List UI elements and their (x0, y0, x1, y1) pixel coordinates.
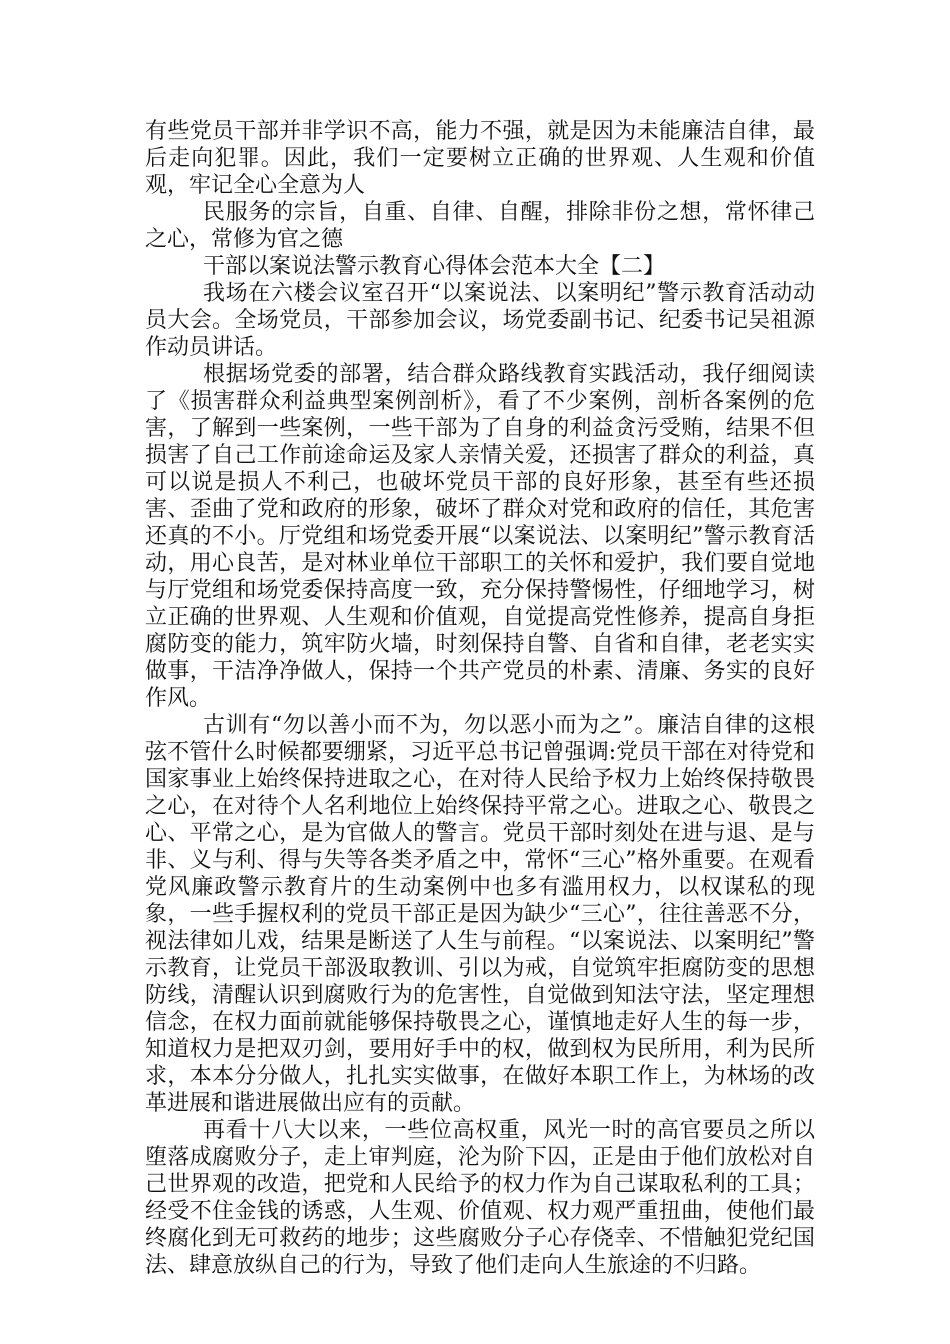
paragraph-3: 我场在六楼会议室召开“以案说法、以案明纪”警示教育活动动员大会。全场党员，干部参加会议，场党委副书记、纪委书记吴祖源作动员讲话。 (145, 281, 815, 360)
paragraph-5: 古训有“勿以善小而不为，勿以恶小而为之”。廉洁自律的这根弦不管什么时候都要绷紧，习近平总书记曾强调:党员干部在对待党和国家事业上始终保持进取之心，在对待人民给予权力上始终保持敬畏之心，在对待个人名利地位上始终保持平常之心。进取之心、敬畏之心、平常之心，是为官做人的警言。党员干部时刻处在进与退、是与非、义与利、得与失等各类矛盾之中，常怀“三心”格外重要。在观看党风廉政警示教育片的生动案例中也多有滥用权力，以权谋私的现象，一些手握权利的党员干部正是因为缺少“三心”，往往善恶不分，视法律如儿戏，结果是断送了人生与前程。“以案说法、以案明纪”警示教育，让党员干部汲取教训、引以为戒，自觉筑牢拒腐防变的思想防线，清醒认识到腐败行为的危害性，自觉做到知法守法，坚定理想信念，在权力面前就能够保持敬畏之心，谨慎地走好人生的每一步，知道权力是把双刃剑，要用好手中的权，做到权为民所用，利为民所求，本本分分做人，扎扎实实做事，在做好本职工作上，为林场的改革进展和谐进展做出应有的贡献。 (145, 713, 815, 1116)
document-page (145, 118, 815, 1279)
paragraph-1: 有些党员干部并非学识不高，能力不强，就是因为未能廉洁自律，最后走向犯罪。因此，我们一定要树立正确的世界观、人生观和价值观，牢记全心全意为人 (145, 119, 815, 198)
paragraph-6: 再看十八大以来，一些位高权重，风光一时的高官要员之所以堕落成腐败分子，走上审判庭，沦为阶下囚，正是由于他们放松对自己世界观的改造，把党和人民给予的权力作为自己谋取私利的工具；经受不住金钱的诱惑，人生观、价值观、权力观严重扭曲，使他们最终腐化到无可救药的地步；这些腐败分子心存侥幸、不惜触犯党纪国法、肆意放纵自己的行为，导致了他们走向人生旅途的不归路。 (145, 1118, 815, 1278)
paragraph-2: 民服务的宗旨，自重、自律、自醒，排除非份之想，常怀律己之心，常修为官之德 (145, 200, 815, 252)
paragraph-4: 根据场党委的部署，结合群众路线教育实践活动，我仔细阅读了《损害群众利益典型案例剖析》，看了不少案例，剖析各案例的危害，了解到一些案例，一些干部为了自身的利益贪污受贿，结果不但损害了自己工作前途命运及家人亲情关爱，还损害了群众的利益，真可以说是损人不利己，也破坏党员干部的良好形象，甚至有些还损害、歪曲了党和政府的形象，破坏了群众对党和政府的信任，其危害还真的不小。厅党组和场党委开展“以案说法、以案明纪”警示教育活动，用心良苦，是对林业单位干部职工的关怀和爱护，我们要自觉地与厅党组和场党委保持高度一致，充分保持警惕性，仔细地学习，树立正确的世界观、人生观和价值观，自觉提高党性修养，提高自身拒腐防变的能力，筑牢防火墙，时刻保持自警、自省和自律，老老实实做事，干洁净净做人，保持一个共产党员的朴素、清廉、务实的良好作风。 (145, 362, 815, 711)
section-heading: 干部以案说法警示教育心得体会范本大全【二】 (203, 254, 666, 279)
